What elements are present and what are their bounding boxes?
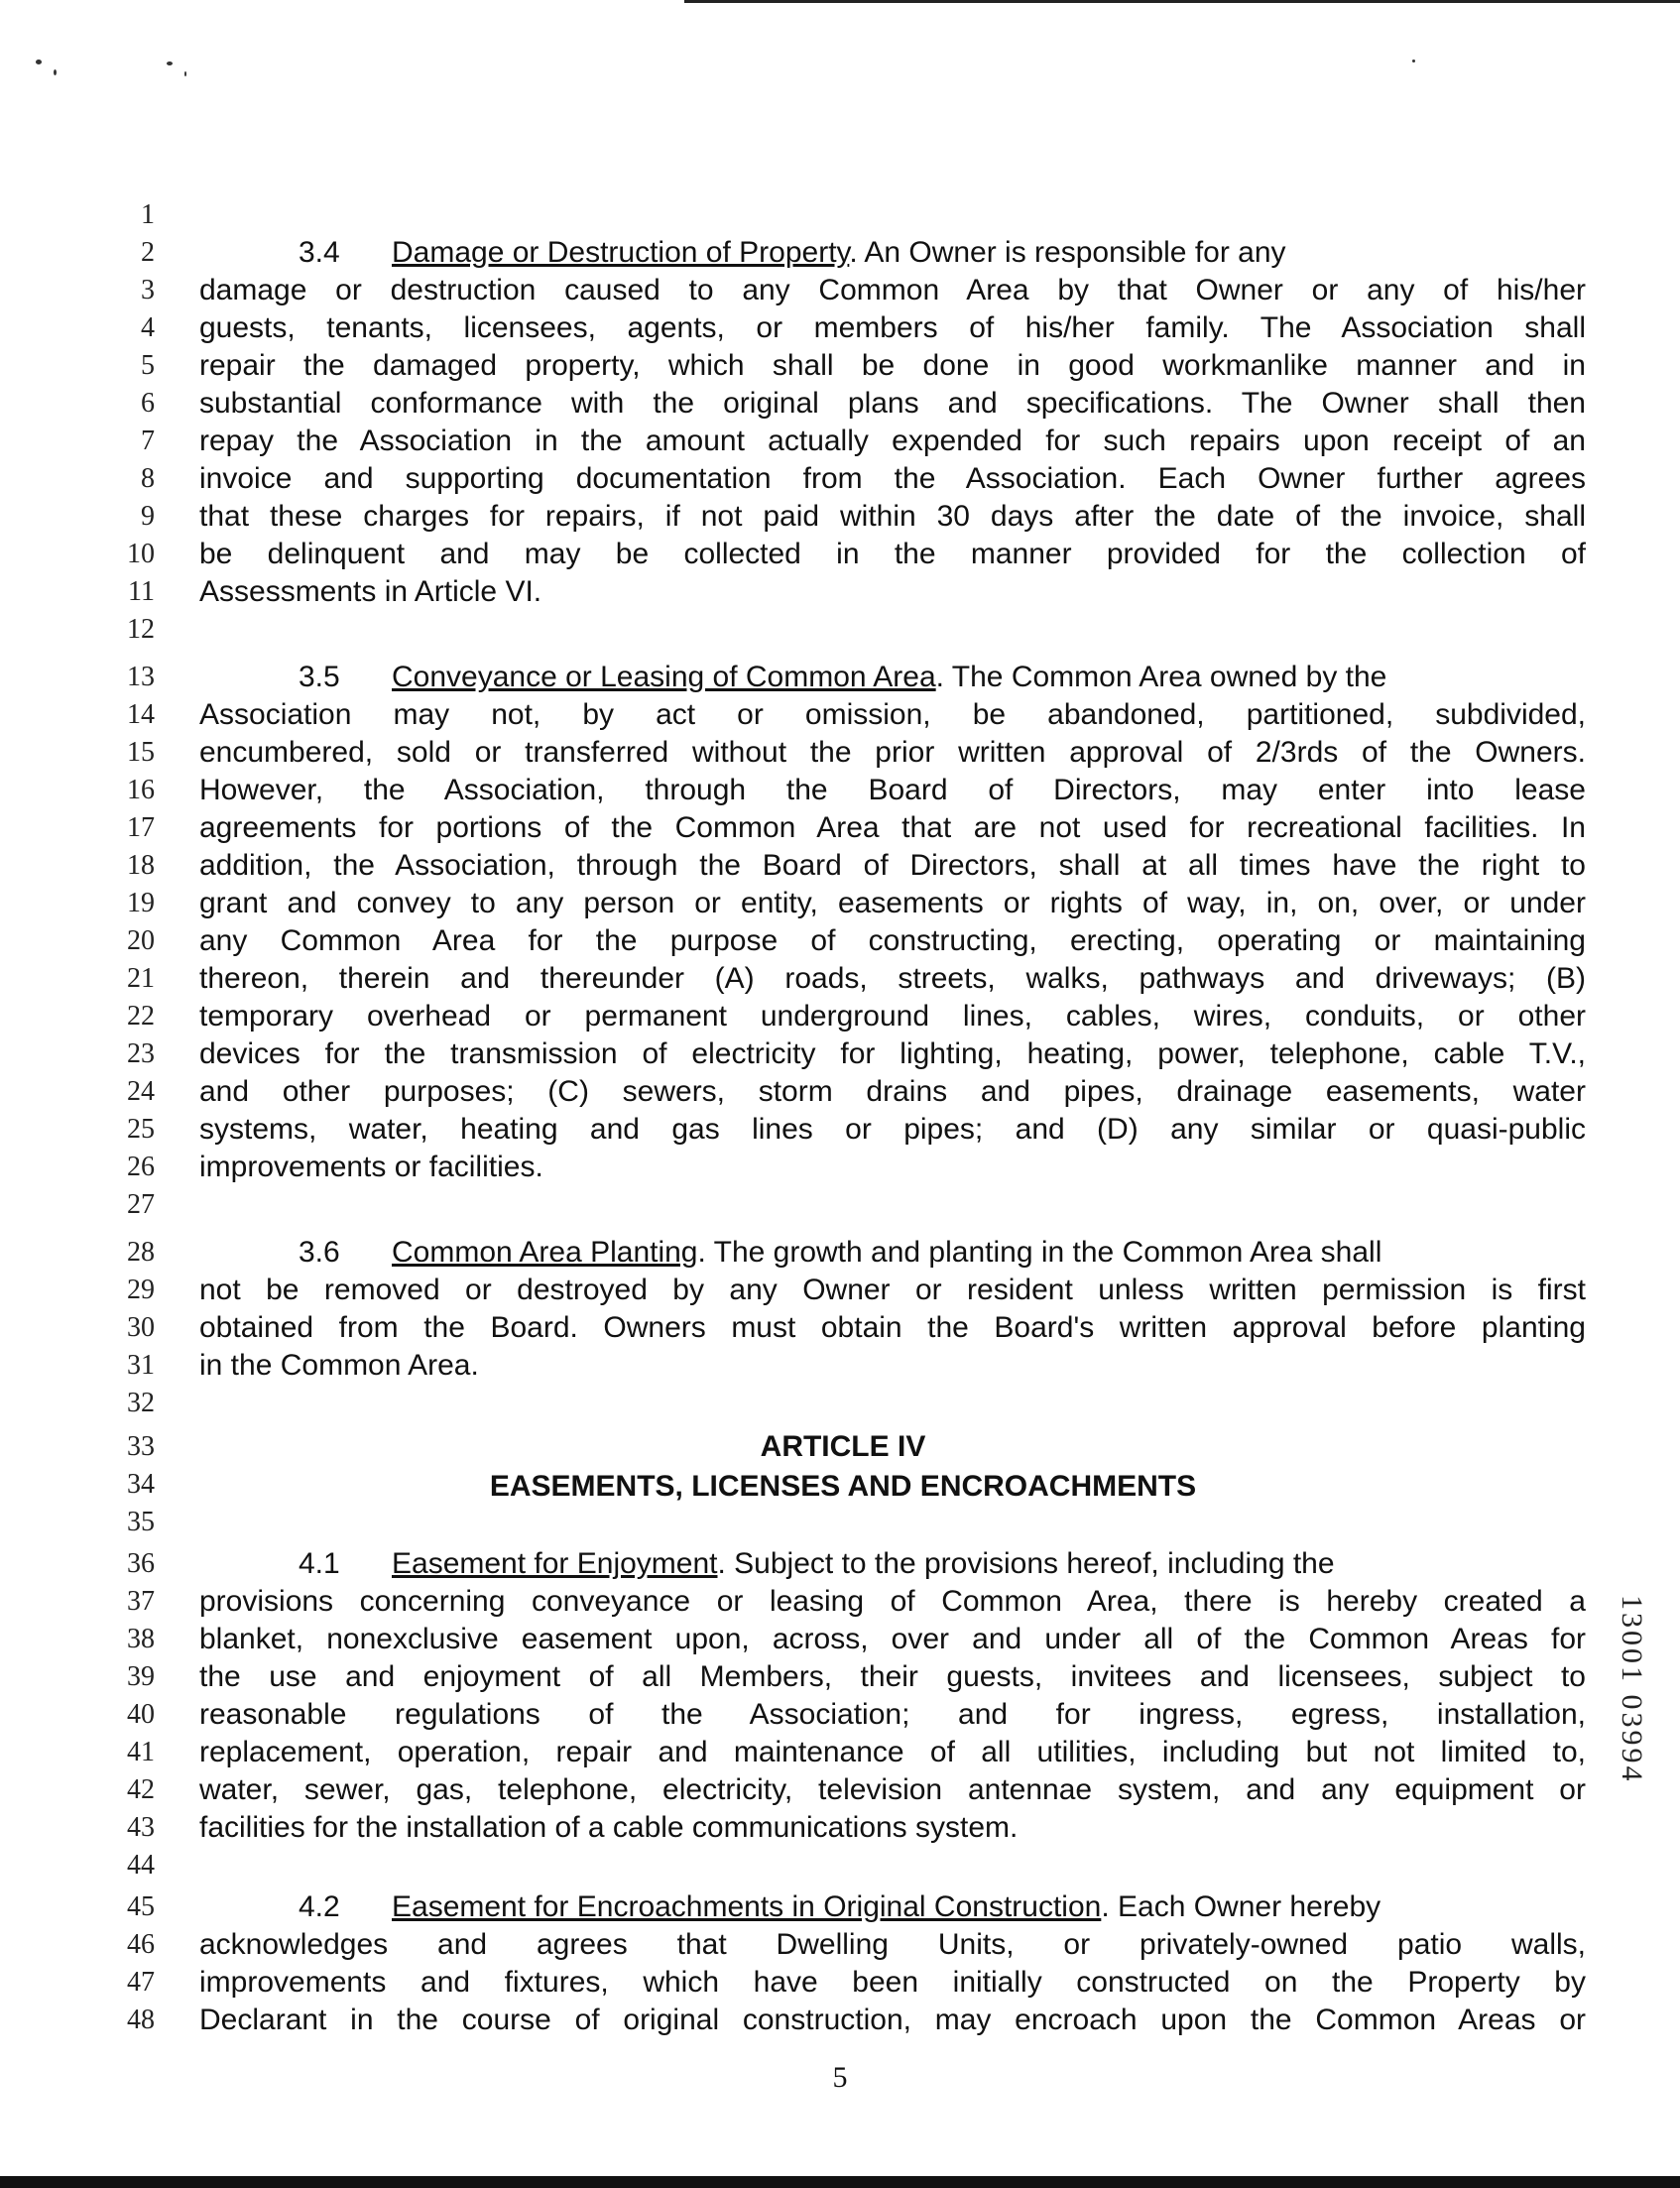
line-number: 47 <box>127 1967 155 1998</box>
line-number: 15 <box>127 737 155 768</box>
section-3-6-heading-line <box>299 1234 1586 1272</box>
document-line <box>99 234 1607 272</box>
line-number: 6 <box>141 388 155 419</box>
section-text: . An Owner is responsible for any <box>849 236 1286 269</box>
document-line <box>99 573 1607 611</box>
section-text: . The growth and planting in the Common Area shall <box>697 1236 1382 1269</box>
line-number: 33 <box>127 1431 155 1462</box>
line-number: 35 <box>127 1507 155 1537</box>
document-line <box>99 1504 1607 1541</box>
document-line <box>99 1888 1607 1926</box>
body-text: guests, tenants, licensees, agents, or members of his/her family. The Association shall <box>199 311 1586 344</box>
body-text: addition, the Association, through the Board of Directors, shall at all times have the right to <box>199 849 1586 882</box>
article-title: ARTICLE IV <box>760 1430 926 1463</box>
body-text: not be removed or destroyed by any Owner or resident unless written permission is first <box>199 1274 1586 1306</box>
page-number: 5 <box>832 2061 848 2094</box>
document-line <box>99 1545 1607 1583</box>
body-text: facilities for the installation of a cable communications system. <box>199 1811 1019 1844</box>
body-text: and other purposes; (C) sewers, storm drains and pipes, drainage easements, water <box>199 1075 1586 1108</box>
document-line <box>99 1809 1607 1847</box>
body-text: devices for the transmission of electricity for lighting, heating, power, telephone, cable T.V., <box>199 1037 1586 1070</box>
article-subtitle: EASEMENTS, LICENSES AND ENCROACHMENTS <box>489 1470 1197 1503</box>
line-number: 13 <box>127 662 155 692</box>
recording-stamp-text: 13001 03994 <box>1616 1595 1648 1784</box>
line-number: 7 <box>141 425 155 456</box>
line-number: 34 <box>127 1469 155 1500</box>
document-line <box>99 1035 1607 1073</box>
line-number: 16 <box>127 775 155 805</box>
body-text: the use and enjoyment of all Members, their guests, invitees and licensees, subject to <box>199 1660 1586 1693</box>
line-number: 20 <box>127 925 155 956</box>
document-line <box>99 734 1607 772</box>
line-number: 36 <box>127 1548 155 1579</box>
document-line <box>99 611 1607 649</box>
section-title: Easement for Encroachments in Original Construction <box>392 1890 1102 1923</box>
section-title: Conveyance or Leasing of Common Area <box>392 661 936 693</box>
line-number: 19 <box>127 888 155 918</box>
line-number: 12 <box>127 614 155 645</box>
line-number: 22 <box>127 1001 155 1032</box>
body-text: thereon, therein and thereunder (A) roads, streets, walks, pathways and driveways; (B) <box>199 962 1586 995</box>
document-line <box>99 847 1607 885</box>
line-number: 41 <box>127 1737 155 1767</box>
recording-stamp <box>1605 1595 1664 1863</box>
body-text: improvements or facilities. <box>199 1151 543 1183</box>
line-number: 48 <box>127 2005 155 2035</box>
line-number: 45 <box>127 1891 155 1922</box>
line-number: 38 <box>127 1624 155 1654</box>
line-number: 18 <box>127 850 155 881</box>
body-text: systems, water, heating and gas lines or pipes; and (D) any similar or quasi-public <box>199 1113 1586 1146</box>
document-line <box>99 960 1607 998</box>
document-line <box>99 772 1607 809</box>
body-text: repair the damaged property, which shall be done in good workmanlike manner and in <box>199 349 1586 382</box>
body-text: agreements for portions of the Common Area that are not used for recreational facilities. In <box>199 811 1586 844</box>
body-text: blanket, nonexclusive easement upon, across, over and under all of the Common Areas for <box>199 1623 1586 1655</box>
line-number: 21 <box>127 963 155 994</box>
section-number: 3.6 <box>299 1236 340 1269</box>
document-line <box>99 196 1607 234</box>
document-line <box>99 423 1607 460</box>
body-text: reasonable regulations of the Association; and for ingress, egress, installation, <box>199 1698 1586 1731</box>
body-text: provisions concerning conveyance or leasing of Common Area, there is hereby created a <box>199 1585 1586 1618</box>
section-text: . Each Owner hereby <box>1101 1890 1381 1923</box>
line-number: 32 <box>127 1388 155 1418</box>
body-text: grant and convey to any person or entity, easements or rights of way, in, on, over, or under <box>199 887 1586 919</box>
body-text: encumbered, sold or transferred without the prior written approval of 2/3rds of the Owners. <box>199 736 1586 769</box>
section-3-4-heading-line <box>299 234 1586 272</box>
body-text: any Common Area for the purpose of constructing, erecting, operating or maintaining <box>199 924 1586 957</box>
line-number: 17 <box>127 812 155 843</box>
line-number: 28 <box>127 1237 155 1268</box>
document-line <box>99 1964 1607 2002</box>
line-number: 43 <box>127 1812 155 1843</box>
document-line <box>99 1347 1607 1385</box>
line-number: 30 <box>127 1312 155 1343</box>
line-number: 10 <box>127 539 155 569</box>
document-line <box>99 1186 1607 1224</box>
document-line <box>99 272 1607 309</box>
line-number: 24 <box>127 1076 155 1107</box>
line-number: 39 <box>127 1661 155 1692</box>
document-line <box>99 309 1607 347</box>
scan-edge-bottom <box>0 2176 1680 2188</box>
document-line <box>99 696 1607 734</box>
line-number: 4 <box>141 312 155 343</box>
body-text: damage or destruction caused to any Common Area by that Owner or any of his/her <box>199 274 1586 306</box>
line-number: 9 <box>141 501 155 532</box>
section-number: 3.4 <box>299 236 340 269</box>
body-text: in the Common Area. <box>199 1349 479 1382</box>
body-text: that these charges for repairs, if not paid within 30 days after the date of the invoice, shall <box>199 500 1586 533</box>
document-line <box>99 1309 1607 1347</box>
document-line <box>99 998 1607 1035</box>
line-number: 3 <box>141 275 155 305</box>
document-line <box>99 2002 1607 2039</box>
body-text: Declarant in the course of original construction, may encroach upon the Common Areas or <box>199 2004 1586 2036</box>
section-title: Easement for Enjoyment <box>392 1547 718 1580</box>
section-title: Damage or Destruction of Property <box>392 236 850 269</box>
document-line <box>99 1234 1607 1272</box>
section-text: . Subject to the provisions hereof, including the <box>717 1547 1335 1580</box>
section-number: 3.5 <box>299 661 340 693</box>
body-text: replacement, operation, repair and maintenance of all utilities, including but not limited to, <box>199 1736 1586 1768</box>
line-number: 5 <box>141 350 155 381</box>
document-line <box>99 922 1607 960</box>
document-line <box>99 385 1607 423</box>
line-number: 11 <box>128 576 155 607</box>
line-number: 8 <box>141 463 155 494</box>
document-line <box>99 1621 1607 1658</box>
line-number: 25 <box>127 1114 155 1145</box>
section-number: 4.2 <box>299 1890 340 1923</box>
line-number: 37 <box>127 1586 155 1617</box>
line-number: 1 <box>141 199 155 230</box>
body-text: substantial conformance with the original plans and specifications. The Owner shall then <box>199 387 1586 420</box>
document-line <box>99 1696 1607 1734</box>
line-number: 26 <box>127 1152 155 1182</box>
line-number: 14 <box>127 699 155 730</box>
section-number: 4.1 <box>299 1547 340 1580</box>
document-line <box>99 1385 1607 1422</box>
document-line <box>99 498 1607 536</box>
body-text: Assessments in Article VI. <box>199 575 542 608</box>
document-line <box>99 536 1607 573</box>
body-text: water, sewer, gas, telephone, electricity, television antennae system, and any equipment or <box>199 1773 1586 1806</box>
line-number: 31 <box>127 1350 155 1381</box>
document-line <box>99 1847 1607 1884</box>
body-text: However, the Association, through the Board of Directors, may enter into lease <box>199 774 1586 806</box>
line-number: 27 <box>127 1189 155 1220</box>
document-line <box>99 1149 1607 1186</box>
section-title: Common Area Planting <box>392 1236 698 1269</box>
body-text: obtained from the Board. Owners must obtain the Board's written approval before planting <box>199 1311 1586 1344</box>
document-line <box>99 659 1607 696</box>
document-line <box>99 1272 1607 1309</box>
document-line <box>99 1073 1607 1111</box>
document-line <box>99 809 1607 847</box>
line-number: 23 <box>127 1038 155 1069</box>
section-4-2-heading-line <box>299 1888 1586 1926</box>
document-line <box>99 1658 1607 1696</box>
document-line <box>99 1926 1607 1964</box>
body-text: improvements and fixtures, which have been initially constructed on the Property by <box>199 1966 1586 1999</box>
body-text: acknowledges and agrees that Dwelling Units, or privately-owned patio walls, <box>199 1928 1586 1961</box>
line-number: 42 <box>127 1774 155 1805</box>
line-number: 29 <box>127 1275 155 1305</box>
document-line <box>99 1111 1607 1149</box>
document-line <box>99 1771 1607 1809</box>
section-3-5-heading-line <box>299 659 1586 696</box>
body-text: invoice and supporting documentation from the Association. Each Owner further agrees <box>199 462 1586 495</box>
line-number: 40 <box>127 1699 155 1730</box>
document-line <box>99 347 1607 385</box>
line-number: 44 <box>127 1850 155 1881</box>
body-text: Association may not, by act or omission, be abandoned, partitioned, subdivided, <box>199 698 1586 731</box>
document-line <box>99 1734 1607 1771</box>
document-line <box>99 1583 1607 1621</box>
body-text: be delinquent and may be collected in the manner provided for the collection of <box>199 538 1586 570</box>
body-text: repay the Association in the amount actually expended for such repairs upon receipt of an <box>199 425 1586 457</box>
line-number: 2 <box>141 237 155 268</box>
document-line <box>99 460 1607 498</box>
section-4-1-heading-line <box>299 1545 1586 1583</box>
section-text: . The Common Area owned by the <box>935 661 1387 693</box>
line-number: 46 <box>127 1929 155 1960</box>
document-line <box>99 885 1607 922</box>
body-text: temporary overhead or permanent underground lines, cables, wires, conduits, or other <box>199 1000 1586 1033</box>
